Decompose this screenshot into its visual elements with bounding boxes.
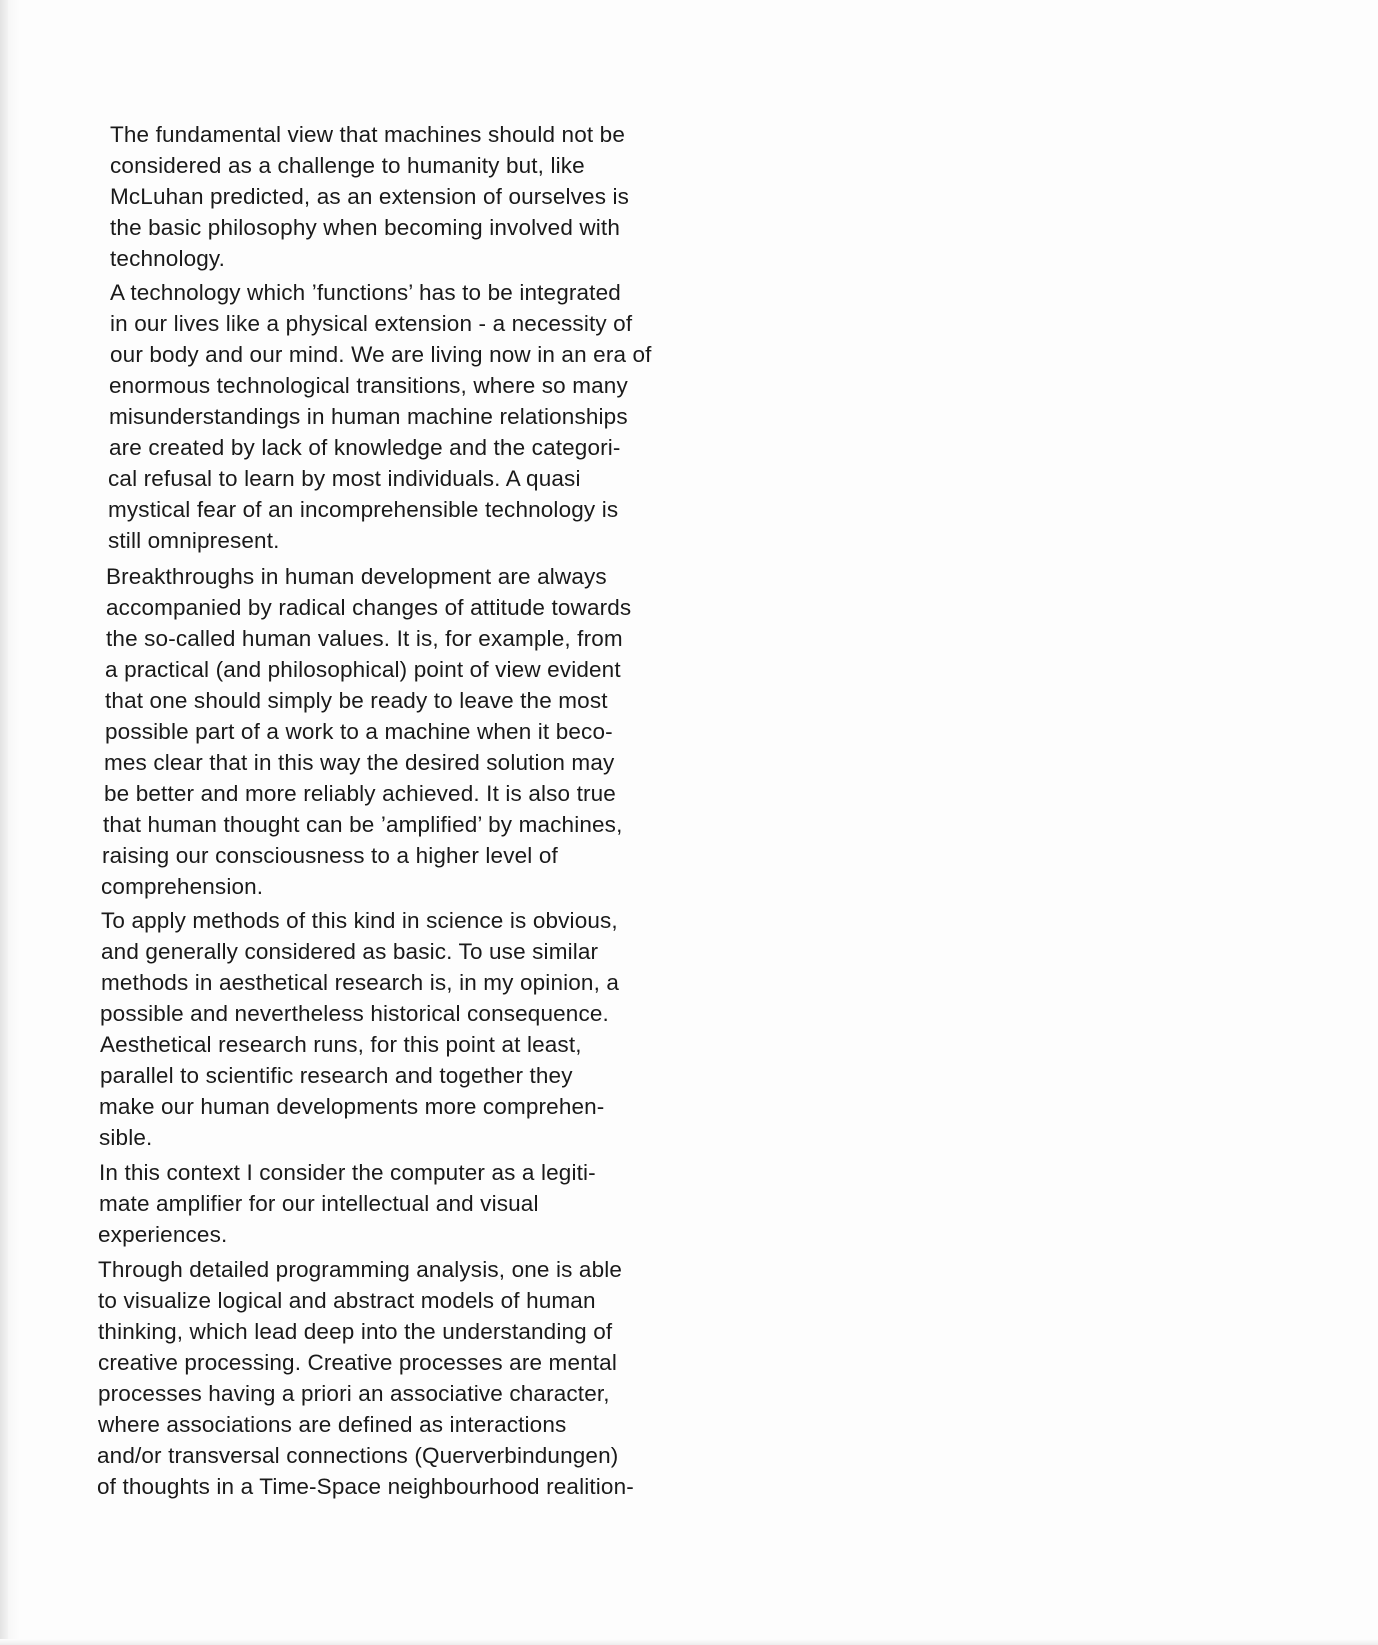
text-line: possible part of a work to a machine when it beco- — [105, 719, 613, 744]
text-line: the basic philosophy when becoming involved with — [110, 215, 620, 240]
text-line: to visualize logical and abstract models of human — [98, 1288, 596, 1313]
text-line: in our lives like a physical extension - a necessity of — [110, 311, 633, 336]
text-line: The fundamental view that machines should not be — [110, 122, 626, 147]
text-line: that human thought can be ’amplified’ by machines, — [103, 812, 623, 837]
text-line: be better and more reliably achieved. It is also true — [104, 781, 616, 806]
text-line: thinking, which lead deep into the understanding of — [98, 1319, 613, 1344]
text-line: processes having a priori an associative character, — [98, 1381, 610, 1406]
text-line: experiences. — [98, 1222, 228, 1247]
text-line: considered as a challenge to humanity but, like — [110, 153, 585, 178]
text-line: still omnipresent. — [108, 528, 280, 553]
text-line: mes clear that in this way the desired solution may — [104, 750, 615, 775]
text-line: mate amplifier for our intellectual and visual — [99, 1191, 539, 1216]
text-line: where associations are defined as interactions — [98, 1412, 567, 1437]
text-line: In this context I consider the computer as a legiti- — [99, 1160, 596, 1185]
text-line: possible and nevertheless historical consequence. — [100, 1001, 609, 1026]
text-line: the so-called human values. It is, for example, from — [106, 626, 623, 651]
text-line: our body and our mind. We are living now in an era of — [110, 342, 652, 367]
text-line: methods in aesthetical research is, in my opinion, a — [101, 970, 620, 995]
text-line: A technology which ’functions’ has to be integrated — [110, 280, 621, 305]
text-line: To apply methods of this kind in science is obvious, — [101, 908, 618, 933]
text-line: parallel to scientific research and together they — [100, 1063, 573, 1088]
text-line: and generally considered as basic. To use similar — [101, 939, 599, 964]
text-line: a practical (and philosophical) point of view evident — [105, 657, 621, 682]
text-line: make our human developments more comprehen- — [99, 1094, 605, 1119]
text-line: technology. — [110, 246, 226, 271]
text-line: enormous technological transitions, where so many — [109, 373, 628, 398]
text-line: of thoughts in a Time-Space neighbourhood realition- — [97, 1474, 634, 1499]
text-line: accompanied by radical changes of attitude towards — [106, 595, 632, 620]
text-line: comprehension. — [101, 874, 264, 899]
text-line: creative processing. Creative processes are mental — [98, 1350, 617, 1375]
text-line: that one should simply be ready to leave the most — [105, 688, 608, 713]
text-line: cal refusal to learn by most individuals. A quasi — [108, 466, 581, 491]
text-line: sible. — [99, 1125, 153, 1150]
text-line: and/or transversal connections (Querverbindungen) — [97, 1443, 619, 1468]
text-line: are created by lack of knowledge and the categori- — [109, 435, 621, 460]
text-line: Aesthetical research runs, for this point at least, — [100, 1032, 582, 1057]
text-line: mystical fear of an incomprehensible technology is — [108, 497, 619, 522]
text-line: misunderstandings in human machine relationships — [109, 404, 628, 429]
text-line: Breakthroughs in human development are always — [106, 564, 607, 589]
text-line: McLuhan predicted, as an extension of ourselves is — [110, 184, 630, 209]
text-line: Through detailed programming analysis, one is able — [98, 1257, 623, 1282]
text-line: raising our consciousness to a higher level of — [102, 843, 558, 868]
